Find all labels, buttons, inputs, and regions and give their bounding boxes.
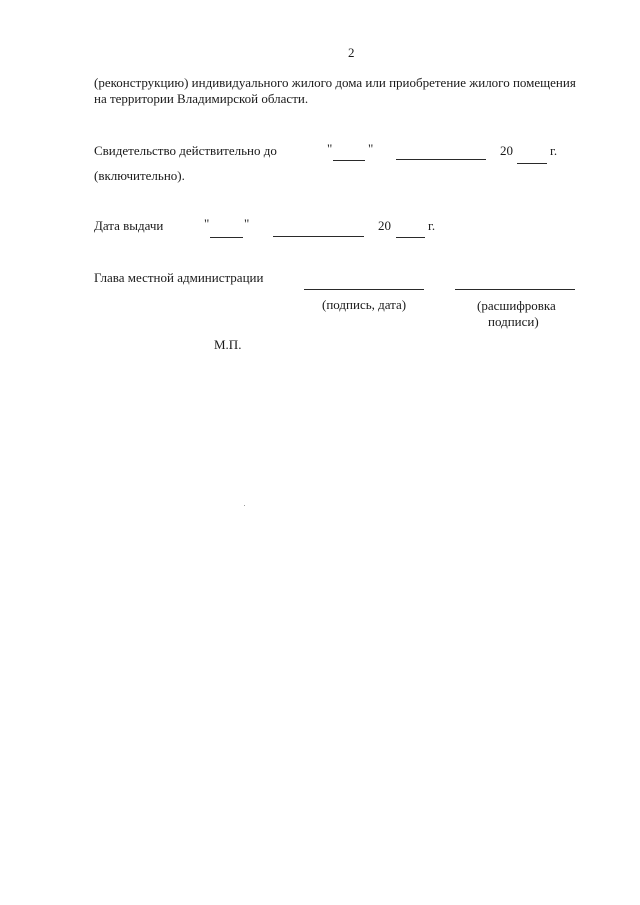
decode-line [455, 289, 575, 290]
page-number: 2 [348, 45, 355, 60]
issue-year-prefix: 20 [378, 218, 391, 233]
decode-caption-line-2: подписи) [488, 314, 539, 329]
validity-year-suffix: г. [550, 143, 558, 158]
validity-quote-close: " [368, 141, 374, 156]
issue-month-line [273, 236, 364, 237]
validity-month-line [396, 159, 486, 160]
signature-caption: (подпись, дата) [322, 297, 407, 312]
validity-quote-open: " [327, 141, 333, 156]
issue-quote-close: " [244, 216, 250, 231]
issue-day-line [210, 237, 243, 238]
validity-day-line [333, 160, 365, 161]
validity-inclusive: (включительно). [94, 168, 185, 183]
seal-mark: М.П. [214, 337, 242, 352]
intro-line-2: на территории Владимирской области. [94, 91, 309, 106]
intro-line-1: (реконструкцию) индивидуального жилого дома или приобретение жилого помещения [94, 75, 576, 90]
validity-year-line [517, 163, 547, 164]
validity-label: Свидетельство действительно до [94, 143, 277, 158]
head-label: Глава местной администрации [94, 270, 264, 285]
signature-line [304, 289, 424, 290]
scan-speck [244, 505, 245, 506]
issue-label: Дата выдачи [94, 218, 164, 233]
issue-year-line [396, 237, 425, 238]
issue-year-suffix: г. [428, 218, 436, 233]
issue-quote-open: " [204, 216, 210, 231]
decode-caption-line-1: (расшифровка [477, 298, 556, 313]
validity-year-prefix: 20 [500, 143, 513, 158]
